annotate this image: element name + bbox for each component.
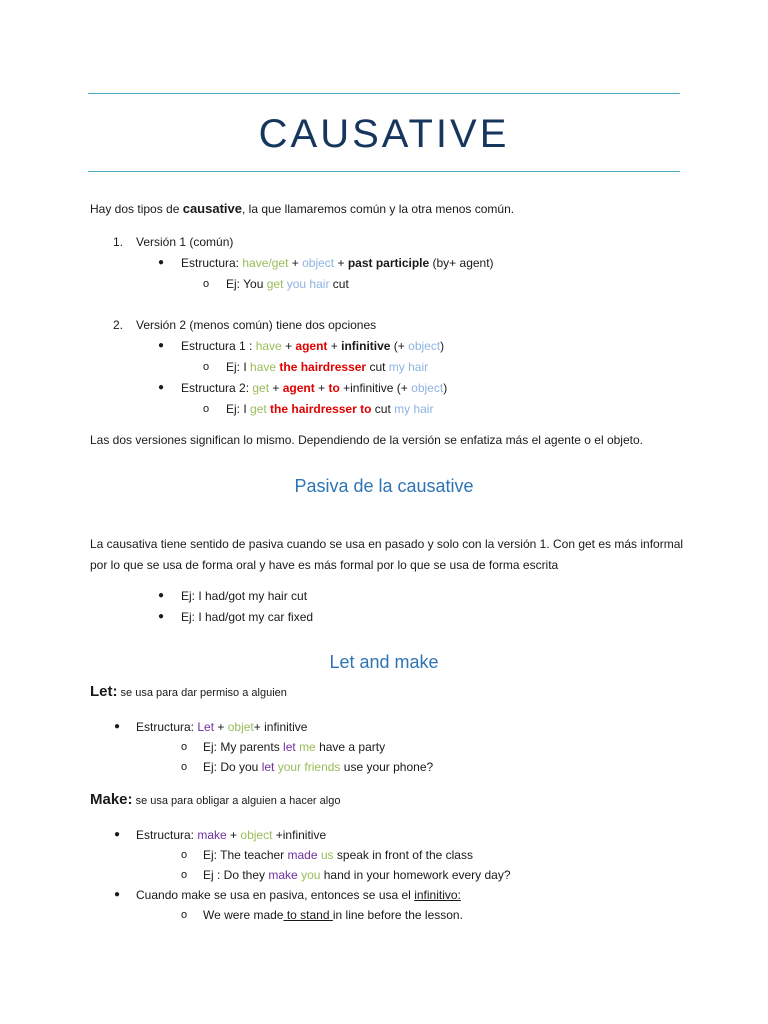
version2-structure-2: Estructura 2: get + agent + to +infinitive (+ object) xyxy=(181,381,448,395)
circle-marker: o xyxy=(203,278,210,290)
circle-marker: o xyxy=(181,849,188,861)
section-heading-let-make: Let and make xyxy=(329,652,439,672)
version2-structure-1: Estructura 1 : have + agent + infinitive (+ object) xyxy=(181,339,445,353)
bullet-marker: ● xyxy=(114,721,121,732)
passive-example-1: Ej: I had/got my hair cut xyxy=(181,589,308,603)
bullet-marker: ● xyxy=(158,257,165,268)
make-passive-example: We were made to stand in line before the lesson. xyxy=(203,908,463,922)
passive-example-2: Ej: I had/got my car fixed xyxy=(181,610,314,624)
bullet-marker: ● xyxy=(114,889,121,900)
list-number: 1. xyxy=(113,235,124,249)
section-heading-passive: Pasiva de la causative xyxy=(294,476,474,496)
make-definition: Make: se usa para obligar a alguien a hacer algo xyxy=(90,791,341,808)
passive-paragraph-line-2: por lo que se usa de forma oral y have es más formal por lo que se usa de forma escrita xyxy=(90,558,559,572)
conclusion-paragraph: Las dos versiones significan lo mismo. Dependiendo de la versión se enfatiza más el agente o el objeto. xyxy=(90,433,643,447)
let-example-1: Ej: My parents let me have a party xyxy=(203,740,386,754)
intro-keyword: causative xyxy=(182,201,242,216)
let-example-2: Ej: Do you let your friends use your phone? xyxy=(203,760,434,774)
version2-example-1: Ej: I have the hairdresser cut my hair xyxy=(226,360,429,374)
passive-paragraph-line-1: La causativa tiene sentido de pasiva cuando se usa en pasado y solo con la versión 1. Con get es más informal xyxy=(90,537,684,551)
page-title: CAUSATIVE xyxy=(258,112,510,156)
circle-marker: o xyxy=(181,741,188,753)
bullet-marker: ● xyxy=(158,590,165,601)
bullet-marker: ● xyxy=(158,611,165,622)
make-example-1: Ej: The teacher made us speak in front of the class xyxy=(203,848,473,862)
version1-structure: Estructura: have/get + object + past participle (by+ agent) xyxy=(181,256,494,270)
let-structure: Estructura: Let + objet+ infinitive xyxy=(136,720,308,734)
circle-marker: o xyxy=(181,761,188,773)
let-definition: Let: se usa para dar permiso a alguien xyxy=(90,683,287,700)
version1-label: Versión 1 (común) xyxy=(136,235,234,249)
circle-marker: o xyxy=(181,909,188,921)
intro-paragraph: Hay dos tipos de causative, la que llamaremos común y la otra menos común. xyxy=(90,201,515,216)
title-divider xyxy=(88,171,680,172)
circle-marker: o xyxy=(181,869,188,881)
version2-example-2: Ej: I get the hairdresser to cut my hair xyxy=(226,402,434,416)
bullet-marker: ● xyxy=(158,340,165,351)
make-example-2: Ej : Do they make you hand in your homework every day? xyxy=(203,868,511,882)
list-number: 2. xyxy=(113,318,124,332)
bullet-marker: ● xyxy=(114,829,121,840)
top-divider xyxy=(88,93,680,94)
make-structure: Estructura: make + object +infinitive xyxy=(136,828,327,842)
bullet-marker: ● xyxy=(158,382,165,393)
make-passive-note: Cuando make se usa en pasiva, entonces se usa el infinitivo: xyxy=(136,888,461,902)
version1-example: Ej: You get you hair cut xyxy=(226,277,349,291)
version2-label: Versión 2 (menos común) tiene dos opciones xyxy=(136,318,377,332)
circle-marker: o xyxy=(203,361,210,373)
circle-marker: o xyxy=(203,403,210,415)
